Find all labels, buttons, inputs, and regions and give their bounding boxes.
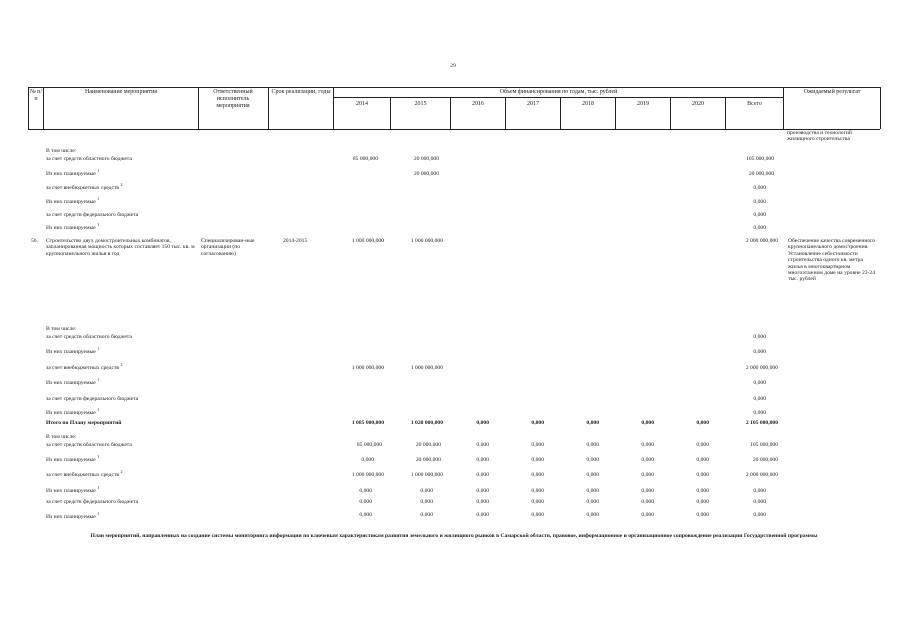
header-year: 2017	[527, 101, 539, 107]
years-subheader-border	[333, 97, 783, 98]
value-2015: 1 000 000,000	[410, 365, 443, 371]
footnote-mark: 2	[120, 362, 123, 368]
value-2014: 85 000,000	[352, 156, 378, 162]
value-2020: 0,000	[696, 512, 709, 518]
value-2015: 0,000	[420, 488, 433, 494]
value-total: 0,000	[753, 185, 766, 191]
item-result: Обеспечение качества современного крупнопанельного домостроения. Установление себестоимости строительства одного кв. метра жилья в многоквартирном многоэтажном доме на уровне 23-24 тыс. рублей	[788, 238, 876, 283]
value-2020: 0,000	[696, 472, 709, 478]
value-2018: 0,000	[586, 472, 599, 478]
row-label	[46, 182, 123, 191]
header-year: 2014	[356, 101, 368, 107]
value-2015: 1 000 000,000	[410, 238, 443, 244]
total-plan-label: Итого по Плану мероприятий	[46, 420, 122, 426]
value-2019: 0,000	[641, 457, 654, 463]
value-total: 0,000	[753, 199, 766, 205]
item-number: 56.	[31, 238, 38, 244]
header-year: 2020	[692, 101, 704, 107]
value-2015: 20 000,000	[413, 171, 439, 177]
value-2019: 0,000	[641, 488, 654, 494]
footnote-mark: 1	[97, 377, 100, 383]
value-2017: 0,000	[531, 442, 544, 448]
value-2020: 0,000	[696, 457, 709, 463]
value-2015: 0,000	[420, 499, 433, 505]
total-plan-2014: 1 085 000,000	[351, 420, 384, 426]
row-label: за счет средств федерального бюджета	[46, 499, 139, 505]
row-label: за счет средств федерального бюджета	[46, 396, 139, 402]
value-total: 105 000,000	[750, 442, 778, 448]
row-label-text: Из них планируемые	[46, 410, 96, 416]
footnote-mark: 1	[97, 222, 100, 228]
row-label	[46, 196, 100, 205]
header-year: 2018	[582, 101, 594, 107]
row-label	[46, 346, 100, 355]
row-label: за счет средств областного бюджета	[46, 442, 132, 448]
value-2015: 20 000,000	[413, 156, 439, 162]
value-2017: 0,000	[531, 457, 544, 463]
value-total: 2 000 000,000	[745, 365, 778, 371]
value-2018: 0,000	[586, 499, 599, 505]
col-border	[268, 87, 269, 129]
value-total: 0,000	[753, 349, 766, 355]
value-2019: 0,000	[641, 472, 654, 478]
header-funding: Объем финансирования по годам, тыс. рублей	[499, 89, 618, 95]
value-2018: 0,000	[586, 457, 599, 463]
footnote-mark: 1	[97, 196, 100, 202]
value-total: 0,000	[753, 512, 766, 518]
value-2018: 0,000	[586, 442, 599, 448]
row-label	[46, 362, 123, 371]
total-plan-all: 2 105 000,000	[745, 420, 778, 426]
row-label-text: Из них планируемые	[46, 349, 96, 355]
subheading-including: В том числе:	[46, 148, 77, 154]
col-border	[880, 87, 881, 129]
total-plan-2019: 0,000	[641, 420, 654, 426]
header-result: Ожидаемый результат	[803, 89, 861, 95]
header-year-total: Всего	[747, 101, 762, 107]
value-2014: 1 000 000,000	[351, 365, 384, 371]
header-period: Срок реализации, годы	[271, 89, 331, 95]
row-label-text: Из них планируемые	[46, 171, 96, 177]
value-total: 0,000	[753, 410, 766, 416]
total-plan-2015: 1 020 000,000	[410, 420, 443, 426]
row-label-text: Из них планируемые	[46, 380, 96, 386]
value-2014: 0,000	[359, 512, 372, 518]
value-2019: 0,000	[641, 512, 654, 518]
table-top-border	[28, 87, 880, 88]
col-border	[198, 87, 199, 129]
value-2014: 0,000	[359, 488, 372, 494]
item-period: 2014-2015	[283, 238, 308, 244]
header-year: 2016	[472, 101, 484, 107]
value-2017: 0,000	[531, 512, 544, 518]
value-2014: 85 000,000	[356, 442, 382, 448]
row-label	[46, 511, 100, 520]
row-label-text: Из них планируемые	[46, 199, 96, 205]
value-total: 0,000	[753, 380, 766, 386]
row-label	[46, 222, 100, 231]
value-2014: 0,000	[359, 499, 372, 505]
value-total: 0,000	[753, 334, 766, 340]
value-total: 0,000	[753, 499, 766, 505]
value-total: 20 000,000	[748, 171, 774, 177]
value-2019: 0,000	[641, 499, 654, 505]
value-2018: 0,000	[586, 512, 599, 518]
value-2016: 0,000	[476, 472, 489, 478]
table-header-bottom-border	[28, 129, 880, 130]
page-number: 29	[450, 63, 456, 69]
value-2016: 0,000	[476, 488, 489, 494]
header-year: 2015	[414, 101, 427, 107]
footnote-mark: 1	[97, 346, 100, 352]
footnote-mark: 1	[97, 511, 100, 517]
value-2017: 0,000	[531, 499, 544, 505]
row-label-text: за счет внебюджетных средств	[46, 365, 120, 371]
subheading-including: В том числе:	[46, 434, 77, 440]
footnote-mark: 2	[120, 182, 123, 188]
header-responsible: Ответственный исполнитель мероприятия	[213, 89, 253, 109]
value-2014: 1 000 000,000	[351, 238, 384, 244]
row-label: за счет средств областного бюджета	[46, 334, 132, 340]
footnote-mark: 1	[97, 168, 100, 174]
row-label-text: Из них планируемые	[46, 225, 96, 231]
value-2020: 0,000	[696, 499, 709, 505]
row-label	[46, 469, 123, 478]
value-2018: 0,000	[586, 488, 599, 494]
value-2019: 0,000	[641, 442, 654, 448]
row-label	[46, 377, 100, 386]
row-label	[46, 168, 100, 177]
item-responsible: Специализирован-ные организации (по согласованию)	[201, 238, 255, 257]
row-label-text: Из них планируемые	[46, 488, 96, 494]
footnote-mark: 2	[120, 469, 123, 475]
value-2020: 0,000	[696, 442, 709, 448]
carryover-result: производства и технологий жилищного строительства	[787, 130, 852, 143]
value-2015: 1 000 000,000	[410, 472, 443, 478]
total-plan-2020: 0,000	[696, 420, 709, 426]
total-plan-2016: 0,000	[476, 420, 489, 426]
item-name: Строительство двух домостроительных комбинатов, запланированная мощность которых составляет 150 тыс. кв. м крупнопанельного жилья в год	[46, 238, 195, 257]
row-label-text: за счет внебюджетных средств	[46, 472, 120, 478]
value-total: 0,000	[753, 488, 766, 494]
value-total: 105 000,000	[746, 156, 774, 162]
row-label	[46, 454, 100, 463]
value-2016: 0,000	[476, 457, 489, 463]
total-plan-2018: 0,000	[586, 420, 599, 426]
section-title: План мероприятий, направленных на создание системы мониторинга информации по ключевым характеристикам развития земельного и жилищного рынков в Самарской области, правовое, информационное и организационное сопровождение реализации Государственной программы	[90, 533, 818, 539]
value-2017: 0,000	[531, 488, 544, 494]
footnote-mark: 1	[97, 454, 100, 460]
value-2020: 0,000	[696, 488, 709, 494]
subheading-including: В том числе:	[46, 326, 77, 332]
row-label-text: Из них планируемые	[46, 457, 96, 463]
value-2014: 1 000 000,000	[351, 472, 384, 478]
value-2015: 20 000,000	[415, 442, 441, 448]
row-label: за счет средств областного бюджета	[46, 156, 132, 162]
value-2016: 0,000	[476, 499, 489, 505]
header-year: 2019	[637, 101, 649, 107]
row-label	[46, 407, 100, 416]
header-num: № п/п	[29, 89, 43, 102]
footnote-mark: 1	[97, 485, 100, 491]
value-2016: 0,000	[476, 512, 489, 518]
value-total: 2 000 000,000	[745, 238, 778, 244]
value-2015: 20 000,000	[415, 457, 441, 463]
value-2017: 0,000	[531, 472, 544, 478]
value-2015: 0,000	[420, 512, 433, 518]
row-label-text: Из них планируемые	[46, 514, 96, 520]
value-total: 2 000 000,000	[745, 472, 778, 478]
footnote-mark: 1	[97, 407, 100, 413]
value-2014: 0,000	[361, 457, 374, 463]
value-total: 20 000,000	[752, 457, 778, 463]
total-plan-2017: 0,000	[531, 420, 544, 426]
header-name: Наименование мероприятия	[84, 89, 158, 95]
row-label	[46, 485, 100, 494]
value-total: 0,000	[753, 212, 766, 218]
value-2016: 0,000	[476, 442, 489, 448]
row-label-text: за счет внебюджетных средств	[46, 185, 120, 191]
value-total: 0,000	[753, 225, 766, 231]
value-total: 0,000	[753, 396, 766, 402]
row-label: за счет средств федерального бюджета	[46, 212, 139, 218]
